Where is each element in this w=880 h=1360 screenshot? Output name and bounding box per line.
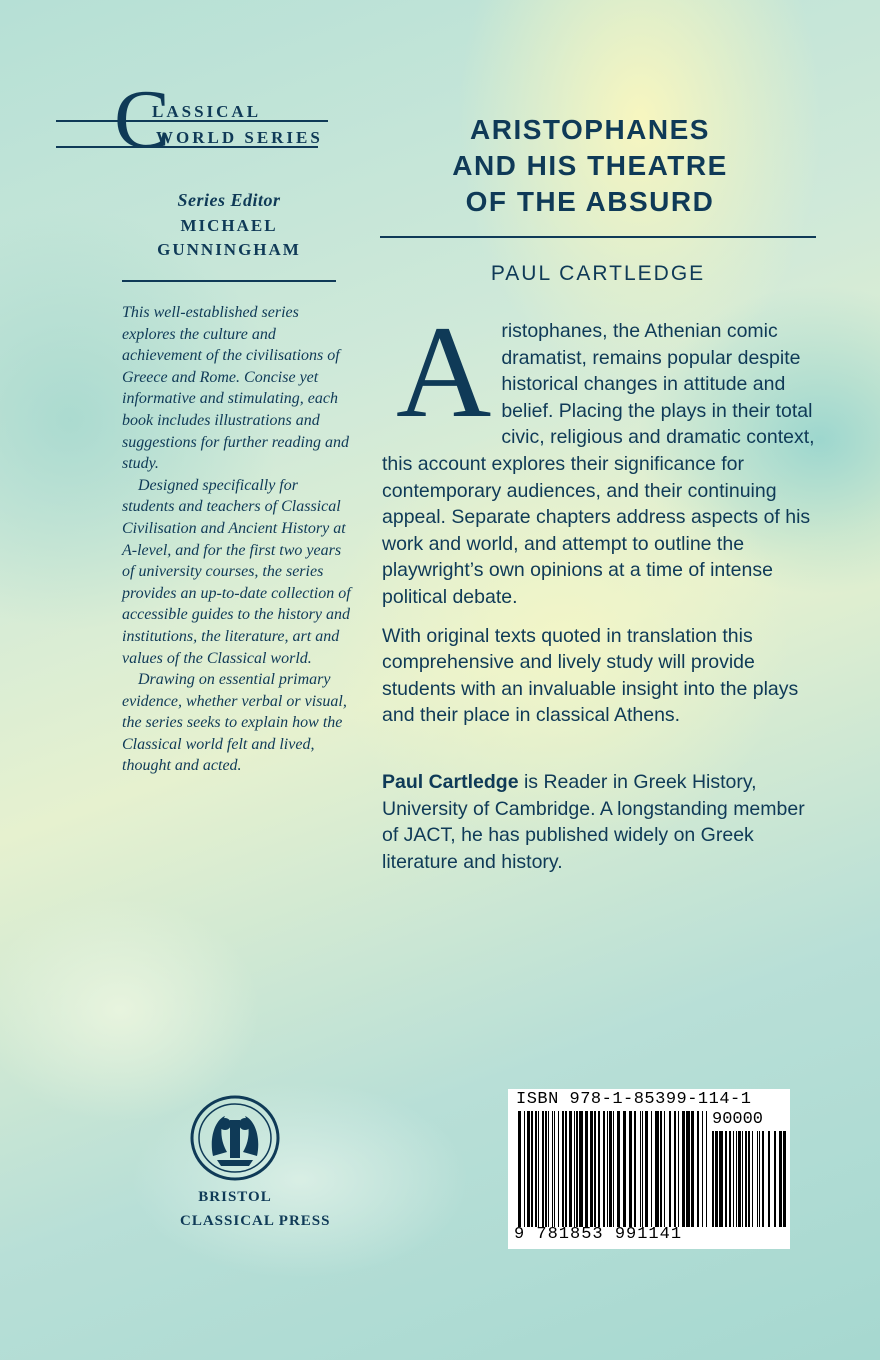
series-editor xyxy=(122,190,336,262)
series-editor-name-last: GUNNINGHAM xyxy=(157,240,301,259)
logo-word-world-series: WORLD SERIES xyxy=(156,128,323,147)
description-paragraph: With original texts quoted in translation this comprehensive and lively study will provide students with an invaluable insight into the plays and their place in classical Athens. xyxy=(382,624,799,727)
description-text: ristophanes, the Athenian comic dramatist, remains popular despite historical changes in attitude and belief. Placing the plays in their total civic, religious and dramatic context, this account explores their significance for contemporary audiences, and their continuing appeal. Separate chapters address aspects of his work and world, and attempt to outline the playwright’s own opinions at a time of intense political debate. xyxy=(382,320,815,608)
book-title xyxy=(380,112,800,220)
series-blurb-paragraph: Drawing on essential primary evidence, whether verbal or visual, the series seeks to explain how the Classical world felt and lived, thought and acted. xyxy=(122,671,347,775)
author-bio xyxy=(382,769,818,875)
series-description xyxy=(122,302,354,777)
isbn-barcode xyxy=(508,1089,790,1249)
publisher-name-line2: CLASSICAL PRESS xyxy=(180,1213,331,1229)
logo-word-classical: LASSICAL xyxy=(152,102,262,121)
series-blurb-paragraph: Designed specifically for students and teachers of Classical Civilisation and Ancient History at A-level, and for the first two years of university courses, the series provides an up-to-date collection of accessible guides to the history and institutions, the literature, art and values of the Classical world. xyxy=(122,476,351,667)
book-description xyxy=(382,298,818,875)
barcode-bars-main xyxy=(518,1111,708,1227)
publisher-name-line1: BRISTOL xyxy=(198,1189,272,1205)
drop-cap: A xyxy=(396,298,492,445)
book-title-line: AND HIS THEATRE xyxy=(452,150,728,181)
price-code: 90000 xyxy=(712,1110,764,1129)
barcode-bars-addon xyxy=(712,1131,786,1227)
book-title-line: ARISTOPHANES xyxy=(470,114,710,145)
ean-digits: 9 781853 991141 xyxy=(514,1225,683,1244)
series-editor-label: Series Editor xyxy=(177,190,281,210)
series-blurb-paragraph: This well-established series explores the culture and achievement of the civilisations of Greece and Rome. Concise yet informative and stimulating, each book includes illustrations and suggestions for further reading and study. xyxy=(122,304,349,473)
title-divider xyxy=(380,236,816,238)
author-bio-name: Paul Cartledge xyxy=(382,770,519,793)
author-bio-text: is Reader in Greek History, University of Cambridge. A longstanding member of JACT, he has published widely on Greek literature and history. xyxy=(382,770,805,873)
logo-letter-c: C xyxy=(114,73,171,166)
book-title-line: OF THE ABSURD xyxy=(465,186,715,217)
left-divider xyxy=(122,280,336,282)
publisher-logo xyxy=(180,1094,331,1230)
isbn-text: ISBN 978-1-85399-114-1 xyxy=(516,1090,752,1109)
book-author: PAUL CARTLEDGE xyxy=(490,262,706,285)
series-editor-name-first: MICHAEL xyxy=(180,216,278,235)
description-paragraph xyxy=(382,298,818,611)
publisher-emblem-icon xyxy=(189,1094,281,1182)
series-logo xyxy=(56,73,336,166)
